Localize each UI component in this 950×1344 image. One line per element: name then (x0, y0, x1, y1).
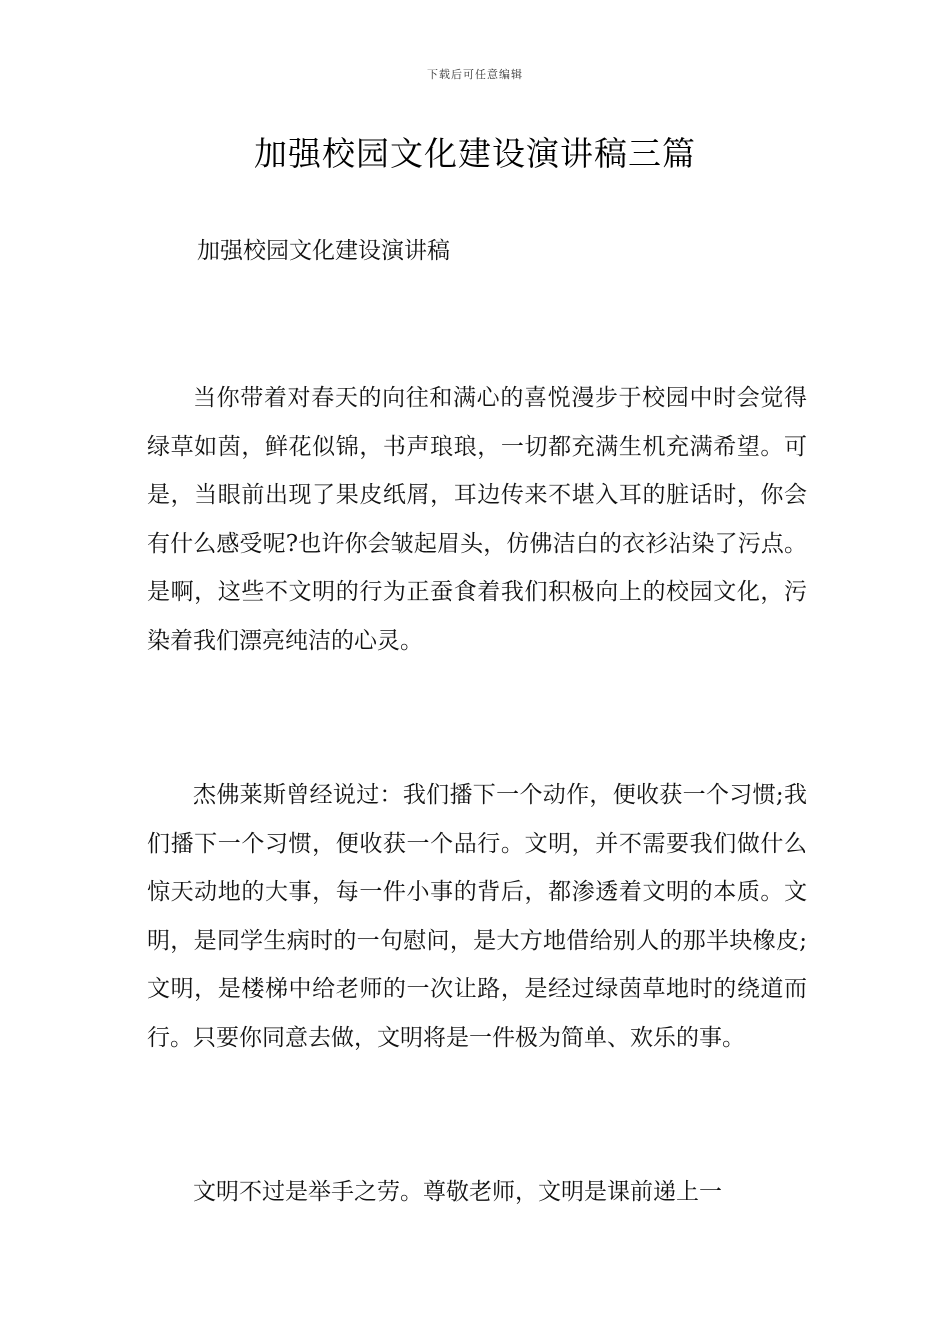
document-title: 加强校园文化建设演讲稿三篇 (254, 134, 696, 173)
body-paragraph-1: 当你带着对春天的向往和满心的喜悦漫步于校园中时会觉得绿草如茵，鲜花似锦，书声琅琅，一切都充满生机充满希望。可是，当眼前出现了果皮纸屑，耳边传来不堪入耳的脏话时，你会有什么感受呢?也许你会皱起眉头，仿佛洁白的衣衫沾染了污点。是啊，这些不文明的行为正蚕食着我们积极向上的校园文化，污染着我们漂亮纯洁的心灵。 (147, 385, 807, 654)
page-header-note: 下载后可任意编辑 (427, 68, 523, 81)
body-paragraph-3: 文明不过是举手之劳。尊敬老师，文明是课前递上一 (193, 1179, 722, 1205)
body-paragraph-2: 杰佛莱斯曾经说过：我们播下一个动作，便收获一个习惯;我们播下一个习惯，便收获一个品行。文明，并不需要我们做什么惊天动地的大事，每一件小事的背后，都渗透着文明的本质。文明，是同学生病时的一句慰问，是大方地借给别人的那半块橡皮;文明，是楼梯中给老师的一次让路，是经过绿茵草地时的绕道而行。只要你同意去做，文明将是一件极为简单、欢乐的事。 (147, 782, 807, 1051)
document-subtitle: 加强校园文化建设演讲稿 (197, 238, 450, 264)
